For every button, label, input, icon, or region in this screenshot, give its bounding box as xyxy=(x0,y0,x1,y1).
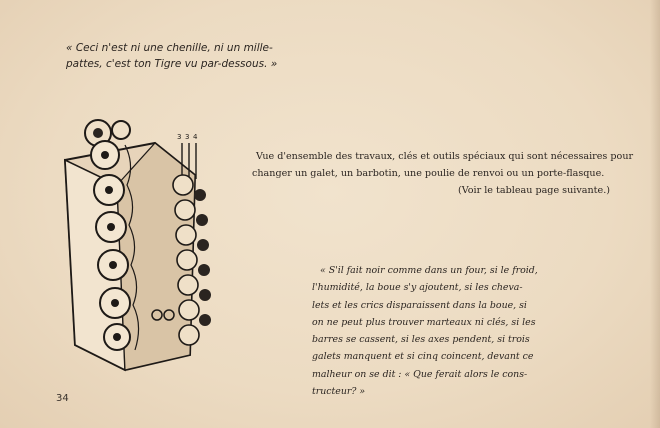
quote-line: barres se cassent, si les axes pendent, si trois xyxy=(312,334,530,346)
quote-line: « S'il fait noir comme dans un four, si le froid, xyxy=(320,265,538,276)
quote-line: tructeur? » xyxy=(312,386,366,398)
quote-line: on ne peut plus trouver marteaux ni clés, si les xyxy=(312,316,536,328)
quote-line: malheur on se dit : « Que ferait alors le cons- xyxy=(312,368,528,380)
tool-label: 3 xyxy=(177,133,182,141)
quote-line: galets manquent et si cinq coincent, devant ce xyxy=(312,351,534,363)
page-edge-shadow xyxy=(650,0,660,428)
tank-underside-illustration xyxy=(55,115,230,373)
tool-label: 3 xyxy=(185,133,190,141)
caption-line: « Ceci n'est ni une chenille, ni un mille- xyxy=(66,42,273,54)
caption-line: pattes, c'est ton Tigre vu par-dessous. » xyxy=(66,58,278,70)
page-number: 34 xyxy=(56,393,69,404)
quote-paragraph xyxy=(312,262,620,400)
tool-label: 4 xyxy=(193,133,198,141)
quote-line: l'humidité, la boue s'y ajoutent, si les cheva- xyxy=(312,282,523,294)
intro-line: Vue d'ensemble des travaux, clés et outils spéciaux qui sont nécessaires pour xyxy=(256,151,634,162)
illustration-caption xyxy=(66,40,296,72)
quote-line: lets et les crics disparaissent dans la boue, si xyxy=(312,299,527,311)
intro-paragraph xyxy=(252,148,634,199)
intro-line: changer un galet, un barbotin, une poulie de renvoi ou un porte-flasque. xyxy=(252,168,605,179)
intro-reference: (Voir le tableau page suivante.) xyxy=(457,185,610,196)
